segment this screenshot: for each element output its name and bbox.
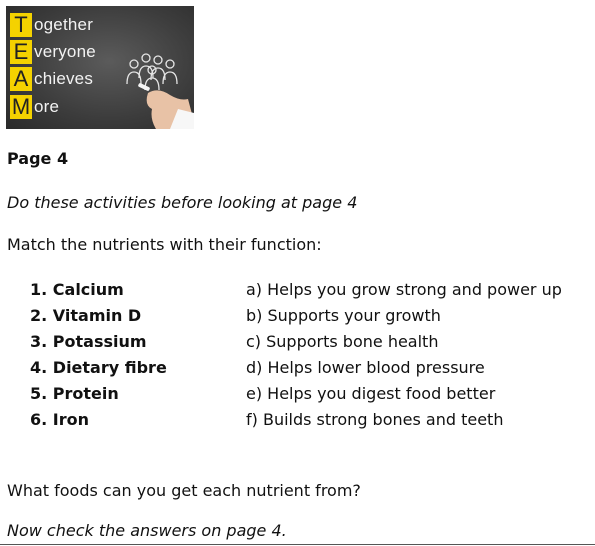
- page-label: Page 4: [7, 149, 69, 168]
- instruction-text: Do these activities before looking at page 4: [7, 193, 358, 212]
- function-item: a) Helps you grow strong and power up: [246, 280, 562, 299]
- acronym-word: ore: [34, 96, 60, 116]
- team-banner-image: [6, 6, 194, 129]
- function-item: f) Builds strong bones and teeth: [246, 410, 504, 429]
- followup-question: What foods can you get each nutrient from?: [7, 481, 361, 500]
- acronym-row-a: [10, 66, 93, 91]
- function-item: d) Helps lower blood pressure: [246, 358, 485, 377]
- bottom-divider: [0, 544, 595, 545]
- acronym-word: veryone: [34, 41, 96, 61]
- acronym-row-m: [10, 94, 59, 119]
- nutrient-item: 3. Potassium: [30, 332, 147, 351]
- acronym-word: ogether: [34, 14, 94, 34]
- matching-row: [30, 358, 590, 384]
- acronym-letter: M: [11, 93, 31, 119]
- nutrient-item: 1. Calcium: [30, 280, 124, 299]
- nutrient-item: 4. Dietary fibre: [30, 358, 167, 377]
- nutrient-item: 2. Vitamin D: [30, 306, 142, 325]
- matching-row: [30, 384, 590, 410]
- matching-prompt: Match the nutrients with their function:: [7, 235, 322, 254]
- matching-row: [30, 410, 590, 436]
- matching-row: [30, 332, 590, 358]
- acronym-row-e: [10, 39, 96, 64]
- matching-row: [30, 306, 590, 332]
- function-item: b) Supports your growth: [246, 306, 441, 325]
- acronym-letter: A: [10, 67, 32, 91]
- acronym-row-t: [10, 12, 93, 37]
- hand-with-chalk-icon: [134, 81, 194, 129]
- function-item: e) Helps you digest food better: [246, 384, 496, 403]
- check-answers-note: Now check the answers on page 4.: [7, 521, 287, 540]
- acronym-word: chieves: [34, 68, 94, 88]
- matching-row: [30, 280, 590, 306]
- function-item: c) Supports bone health: [246, 332, 439, 351]
- acronym-letter: T: [10, 13, 32, 37]
- acronym-letter: E: [10, 40, 32, 64]
- nutrient-item: 6. Iron: [30, 410, 90, 429]
- nutrient-item: 5. Protein: [30, 384, 119, 403]
